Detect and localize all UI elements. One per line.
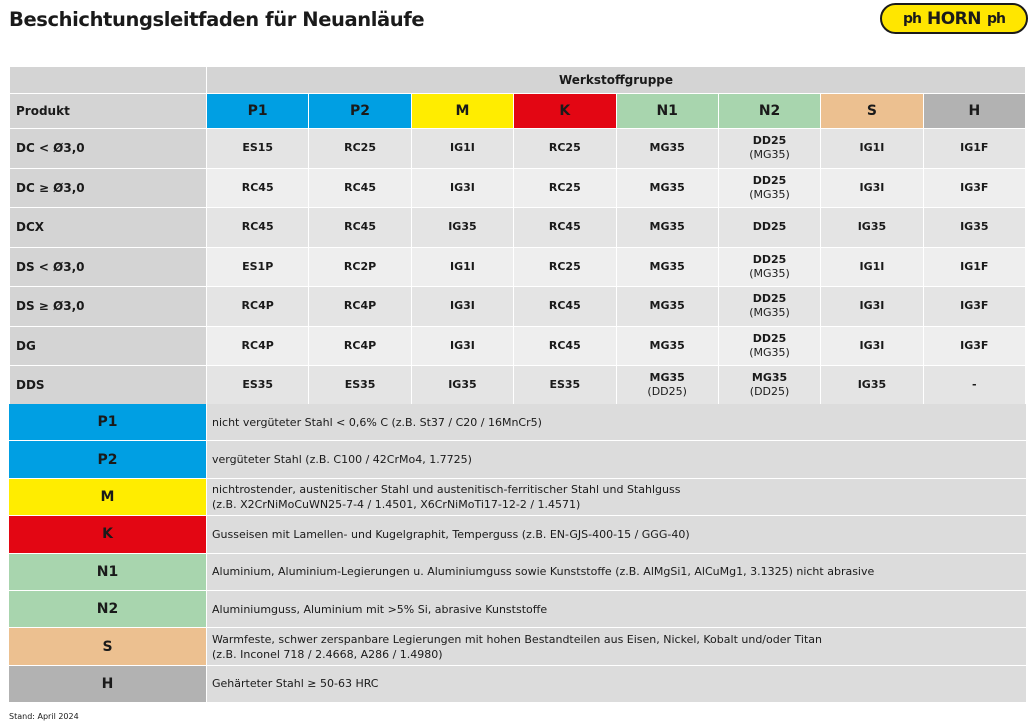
coating-cell <box>411 168 513 208</box>
coating-value: IG3I <box>450 180 475 194</box>
legend-row-p2 <box>9 441 1026 478</box>
table-row <box>10 366 1026 406</box>
coating-cell <box>514 208 616 248</box>
coating-cell <box>207 326 309 366</box>
coating-value: IG1F <box>960 141 989 155</box>
coating-cell <box>821 366 923 406</box>
product-name: DC < Ø3,0 <box>10 129 207 169</box>
coating-value: IG1I <box>450 259 475 273</box>
coating-value: DD25 <box>752 252 787 266</box>
coating-cell <box>309 168 411 208</box>
coating-cell <box>207 129 309 169</box>
coating-cell <box>207 287 309 327</box>
material-header-m: M <box>411 94 513 129</box>
coating-value: MG35 <box>649 220 685 234</box>
coating-value: RC25 <box>548 180 581 194</box>
legend-description <box>207 666 1026 702</box>
coating-cell <box>309 287 411 327</box>
coating-value: IG1I <box>859 259 885 273</box>
legend-description-line: Aluminiumguss, Aluminium mit >5% Si, abrasive Kunststoffe <box>212 602 548 616</box>
legend-description <box>207 591 1026 627</box>
coating-value: IG35 <box>960 220 989 234</box>
legend-code: S <box>9 628 207 664</box>
legend-description-line: Gusseisen mit Lamellen- und Kugelgraphit, Temperguss (z.B. EN-GJS-400-15 / GGG-40) <box>212 527 690 541</box>
coating-value: MG35 <box>649 259 685 273</box>
coating-cell <box>207 208 309 248</box>
legend-description <box>207 479 1026 515</box>
coating-value: IG3I <box>450 299 475 313</box>
coating-value: IG3F <box>960 299 989 313</box>
material-header-p2: P2 <box>309 94 411 129</box>
logo-mark-left: ph <box>903 10 921 27</box>
legend-row-m <box>9 479 1026 516</box>
coating-value: ES1P <box>242 259 274 273</box>
coating-alternative: (MG35) <box>749 148 790 162</box>
legend-description <box>207 516 1026 552</box>
coating-cell <box>514 287 616 327</box>
coating-value: MG35 <box>649 141 685 155</box>
coating-cell <box>923 168 1025 208</box>
coating-cell <box>821 287 923 327</box>
product-name: DS < Ø3,0 <box>10 247 207 287</box>
coating-cell <box>923 208 1025 248</box>
material-header-n2: N2 <box>718 94 820 129</box>
coating-cell <box>718 247 820 287</box>
legend-description-line: (z.B. Inconel 718 / 2.4668, A286 / 1.4980) <box>212 647 443 661</box>
coating-cell <box>821 208 923 248</box>
legend-row-n2 <box>9 591 1026 628</box>
footer-date: Stand: April 2024 <box>9 712 79 721</box>
coating-value: DD25 <box>752 134 787 148</box>
product-name: DS ≥ Ø3,0 <box>10 287 207 327</box>
coating-value: RC4P <box>241 299 274 313</box>
legend-description-line: Gehärteter Stahl ≥ 50-63 HRC <box>212 677 379 691</box>
legend-code: M <box>9 479 207 515</box>
legend-code: P1 <box>9 404 207 440</box>
coating-value: IG3I <box>859 180 885 194</box>
coating-cell <box>514 247 616 287</box>
coating-cell <box>923 287 1025 327</box>
coating-cell <box>514 129 616 169</box>
coating-cell <box>411 366 513 406</box>
coating-value: ES35 <box>242 378 274 392</box>
legend-row-k <box>9 516 1026 553</box>
coating-value: ES35 <box>549 378 581 392</box>
coating-value: IG1I <box>859 141 885 155</box>
coating-value: IG35 <box>448 378 477 392</box>
coating-cell <box>309 129 411 169</box>
coating-cell <box>923 366 1025 406</box>
coating-alternative: (MG35) <box>749 345 790 359</box>
coating-cell <box>411 129 513 169</box>
coating-value: IG3F <box>960 338 989 352</box>
coating-value: ES35 <box>344 378 376 392</box>
coating-cell <box>923 247 1025 287</box>
coating-cell <box>821 326 923 366</box>
coating-cell <box>718 208 820 248</box>
coating-value: RC45 <box>548 338 581 352</box>
coating-value: MG35 <box>751 371 788 385</box>
header-material-row <box>10 94 1026 129</box>
coating-cell <box>514 326 616 366</box>
coating-value: - <box>972 378 977 392</box>
coating-value: IG3I <box>859 338 885 352</box>
coating-value: IG35 <box>857 220 887 234</box>
coating-cell <box>718 326 820 366</box>
coating-value: MG35 <box>649 299 685 313</box>
legend-description-line: Warmfeste, schwer zerspanbare Legierungen mit hohen Bestandteilen aus Eisen, Nickel, Kobalt und/oder Titan <box>212 632 822 646</box>
header-group-row <box>10 67 1026 94</box>
material-header-n1: N1 <box>616 94 718 129</box>
logo-mark-right: ph <box>987 10 1005 27</box>
legend-row-s <box>9 628 1026 665</box>
coating-cell <box>411 247 513 287</box>
page-title: Beschichtungsleitfaden für Neuanläufe <box>9 8 425 31</box>
coating-value: RC4P <box>343 299 377 313</box>
coating-alternative: (MG35) <box>749 187 790 201</box>
product-column-header: Produkt <box>10 94 207 129</box>
legend-code: N1 <box>9 554 207 590</box>
coating-value: MG35 <box>649 338 685 352</box>
coating-value: DD25 <box>752 173 787 187</box>
material-header-s: S <box>821 94 923 129</box>
coating-cell <box>514 366 616 406</box>
coating-value: IG35 <box>448 220 477 234</box>
coating-value: IG35 <box>857 378 887 392</box>
coating-cell <box>718 168 820 208</box>
table-row <box>10 168 1026 208</box>
legend-description <box>207 441 1026 477</box>
coating-cell <box>923 326 1025 366</box>
legend-row-h <box>9 666 1026 703</box>
coating-alternative: (MG35) <box>749 266 790 280</box>
coating-cell <box>411 287 513 327</box>
coating-cell <box>821 129 923 169</box>
legend-code: K <box>9 516 207 552</box>
material-header-k: K <box>514 94 616 129</box>
table-row <box>10 208 1026 248</box>
coating-value: ES15 <box>242 141 274 155</box>
coating-cell <box>616 208 718 248</box>
coating-alternative: (MG35) <box>749 306 790 320</box>
legend-description-line: nicht vergüteter Stahl < 0,6% C (z.B. St37 / C20 / 16MnCr5) <box>212 415 542 429</box>
coating-cell <box>718 366 820 406</box>
coating-cell <box>616 326 718 366</box>
header-corner <box>10 67 207 94</box>
coating-alternative: (DD25) <box>749 385 790 399</box>
coating-cell <box>718 287 820 327</box>
product-name: DCX <box>10 208 207 248</box>
legend-description-line: vergüteter Stahl (z.B. C100 / 42CrMo4, 1.7725) <box>212 453 472 467</box>
coating-value: RC45 <box>548 220 581 234</box>
coating-value: RC25 <box>344 141 376 155</box>
coating-value: RC2P <box>343 259 377 273</box>
product-name: DG <box>10 326 207 366</box>
coating-value: MG35 <box>649 371 685 385</box>
coating-value: RC45 <box>241 220 274 234</box>
legend-row-p1 <box>9 404 1026 441</box>
material-header-p1: P1 <box>207 94 309 129</box>
table-row <box>10 247 1026 287</box>
coating-value: MG35 <box>649 180 685 194</box>
legend-code: H <box>9 666 207 702</box>
coating-value: DD25 <box>752 292 787 306</box>
legend-code: P2 <box>9 441 207 477</box>
horn-logo <box>880 3 1028 34</box>
coating-table <box>9 66 1026 406</box>
coating-value: RC4P <box>343 338 377 352</box>
coating-value: IG1I <box>450 141 475 155</box>
coating-value: RC45 <box>241 180 274 194</box>
legend-description-line: nichtrostender, austenitischer Stahl und austenitisch-ferritischer Stahl und Stahlguss <box>212 482 681 496</box>
coating-value: DD25 <box>752 220 787 234</box>
coating-value: RC45 <box>344 220 376 234</box>
coating-cell <box>309 326 411 366</box>
legend-description <box>207 554 1026 590</box>
coating-cell <box>616 366 718 406</box>
material-group-header: Werkstoffgruppe <box>207 67 1026 94</box>
coating-cell <box>718 129 820 169</box>
legend-description <box>207 404 1026 440</box>
coating-cell <box>821 247 923 287</box>
material-legend <box>9 404 1026 703</box>
table-row <box>10 326 1026 366</box>
legend-description <box>207 628 1026 664</box>
coating-cell <box>207 366 309 406</box>
coating-cell <box>923 129 1025 169</box>
table-row <box>10 287 1026 327</box>
coating-cell <box>411 326 513 366</box>
coating-cell <box>616 129 718 169</box>
material-header-h: H <box>923 94 1025 129</box>
coating-cell <box>309 247 411 287</box>
legend-code: N2 <box>9 591 207 627</box>
coating-value: IG3F <box>960 180 989 194</box>
coating-value: IG3I <box>859 299 885 313</box>
coating-cell <box>207 247 309 287</box>
coating-cell <box>309 366 411 406</box>
coating-cell <box>514 168 616 208</box>
table-row <box>10 129 1026 169</box>
coating-value: RC45 <box>548 299 581 313</box>
coating-cell <box>309 208 411 248</box>
product-name: DC ≥ Ø3,0 <box>10 168 207 208</box>
coating-value: IG1F <box>960 259 989 273</box>
coating-cell <box>616 247 718 287</box>
coating-cell <box>821 168 923 208</box>
coating-value: RC25 <box>548 259 581 273</box>
coating-value: RC4P <box>241 338 274 352</box>
logo-wordmark: HORN <box>927 8 981 29</box>
coating-value: RC45 <box>344 180 376 194</box>
product-name: DDS <box>10 366 207 406</box>
coating-value: RC25 <box>548 141 581 155</box>
coating-alternative: (DD25) <box>647 385 687 399</box>
legend-description-line: (z.B. X2CrNiMoCuWN25-7-4 / 1.4501, X6CrNiMoTi17-12-2 / 1.4571) <box>212 497 581 511</box>
legend-description-line: Aluminium, Aluminium-Legierungen u. Aluminiumguss sowie Kunststoffe (z.B. AlMgSi1, AlCuMg1, 3.1325) nicht abrasive <box>212 565 875 579</box>
coating-value: IG3I <box>450 338 475 352</box>
coating-cell <box>616 168 718 208</box>
legend-row-n1 <box>9 554 1026 591</box>
coating-cell <box>411 208 513 248</box>
coating-cell <box>207 168 309 208</box>
coating-value: DD25 <box>752 331 787 345</box>
coating-cell <box>616 287 718 327</box>
